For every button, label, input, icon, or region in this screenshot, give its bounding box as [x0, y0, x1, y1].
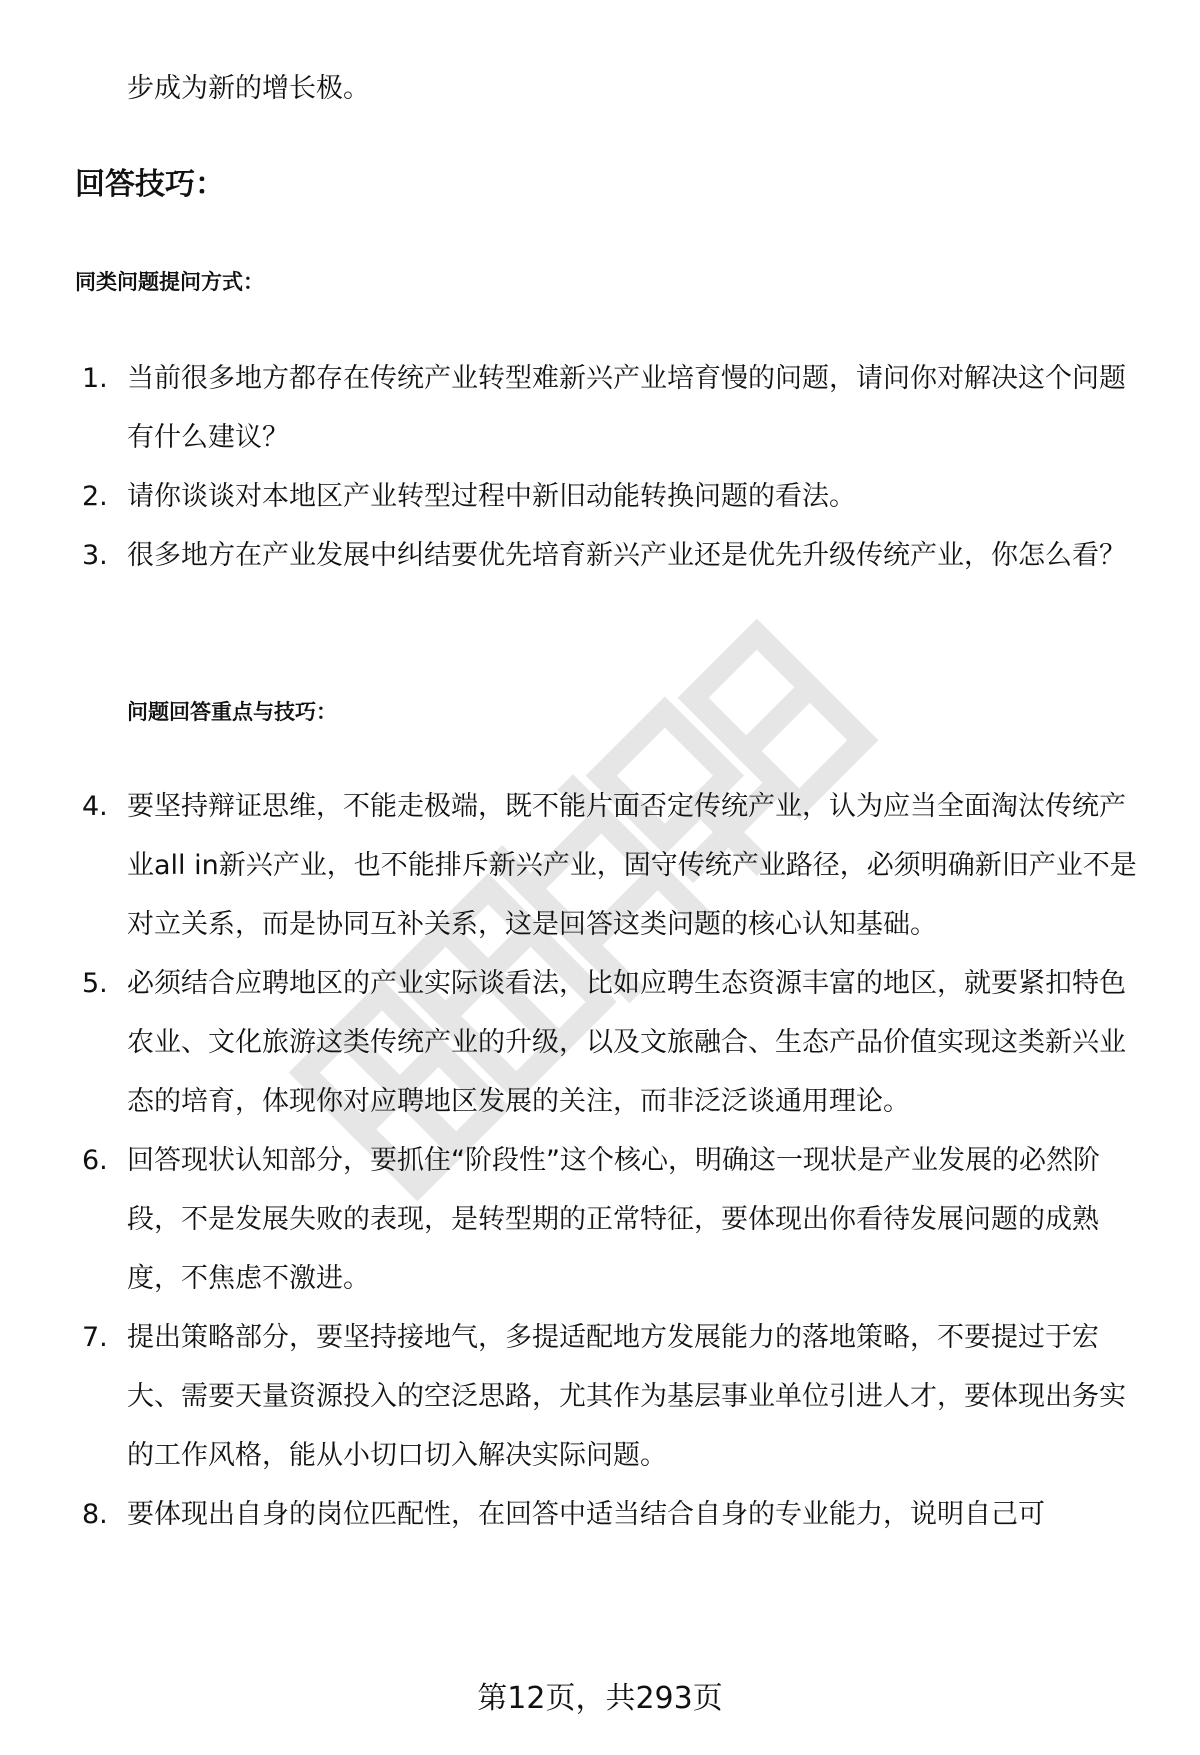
list-item	[0, 526, 1200, 585]
list-item	[0, 954, 1200, 1131]
list-number: 2.	[82, 481, 108, 512]
list-item	[0, 349, 1200, 467]
similar-questions-list	[0, 349, 1200, 585]
list-item	[0, 1308, 1200, 1485]
list-number: 4.	[82, 791, 108, 822]
list-text: 要体现出自身的岗位匹配性，在回答中适当结合自身的专业能力，说明自己可	[127, 1499, 1045, 1530]
subheading-key-points: 问题回答重点与技巧：	[127, 700, 337, 724]
list-text: 很多地方在产业发展中纠结要优先培育新兴产业还是优先升级传统产业，你怎么看？	[127, 540, 1126, 571]
section-heading-tips: 回答技巧：	[75, 167, 225, 202]
list-number: 7.	[82, 1322, 108, 1353]
list-text: 必须结合应聘地区的产业实际谈看法，比如应聘生态资源丰富的地区，就要紧扣特色农业、文化旅游这类传统产业的升级，以及文旅融合、生态产品价值实现这类新兴业态的培育，体现你对应聘地区发展的关注，而非泛泛谈通用理论。	[127, 968, 1126, 1117]
list-item	[0, 467, 1200, 526]
list-number: 3.	[82, 540, 108, 571]
list-text: 要坚持辩证思维，不能走极端，既不能片面否定传统产业，认为应当全面淘汰传统产业all in新兴产业，也不能排斥新兴产业，固守传统产业路径，必须明确新旧产业不是对立关系，而是协同互补关系，这是回答这类问题的核心认知基础。	[127, 791, 1137, 940]
list-text: 回答现状认知部分，要抓住“阶段性”这个核心，明确这一现状是产业发展的必然阶段，不是发展失败的表现，是转型期的正常特征，要体现出你看待发展问题的成熟度，不焦虑不激进。	[127, 1145, 1100, 1294]
list-number: 5.	[82, 968, 108, 999]
page-number-footer: 第12页，共293页	[477, 1681, 723, 1716]
key-points-list	[0, 777, 1200, 1544]
list-number: 1.	[82, 363, 108, 394]
list-number: 8.	[82, 1499, 108, 1530]
list-text: 提出策略部分，要坚持接地气，多提适配地方发展能力的落地策略，不要提过于宏大、需要天量资源投入的空泛思路，尤其作为基层事业单位引进人才，要体现出务实的工作风格，能从小切口切入解决实际问题。	[127, 1322, 1126, 1471]
list-text: 当前很多地方都存在传统产业转型难新兴产业培育慢的问题，请问你对解决这个问题有什么建议？	[127, 363, 1126, 453]
list-item	[0, 777, 1200, 954]
list-text: 请你谈谈对本地区产业转型过程中新旧动能转换问题的看法。	[127, 481, 856, 512]
list-item	[0, 1485, 1200, 1544]
list-number: 6.	[82, 1145, 108, 1176]
subheading-similar-questions: 同类问题提问方式：	[75, 270, 264, 294]
continuation-text: 步成为新的增长极。	[127, 73, 370, 104]
list-item	[0, 1131, 1200, 1308]
